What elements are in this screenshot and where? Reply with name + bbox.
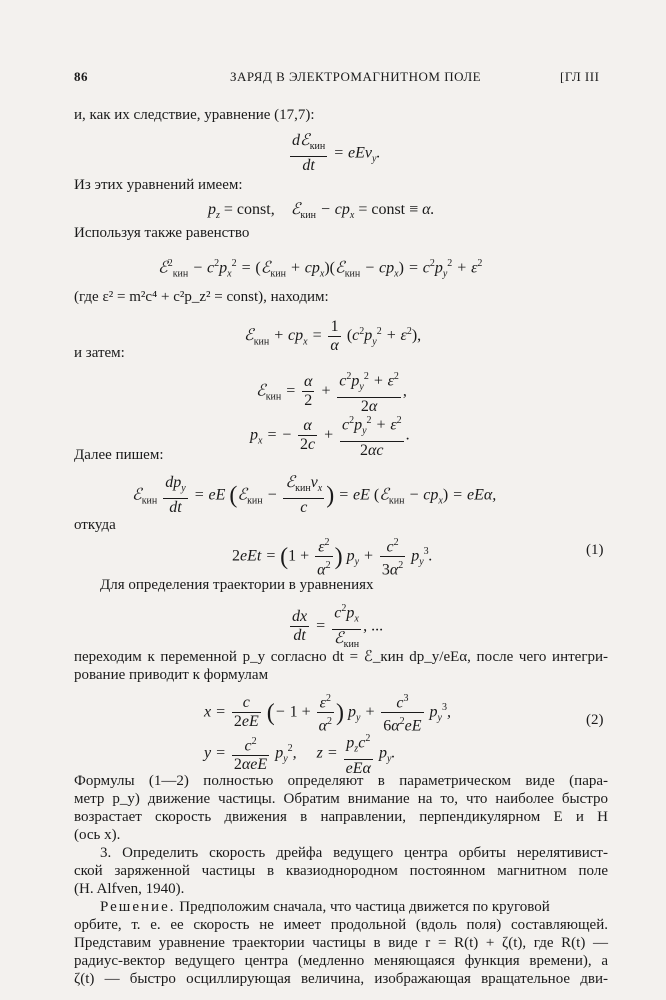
text-line: Используя также равенство <box>74 225 250 241</box>
chapter-label: [ГЛ III <box>560 69 600 84</box>
equation: x = $\frac{c}{2eE}$ (− 1 + $\frac{\varepsilon^2}{\alpha^2}$ ) $p_y$ + $\frac{c^3}{6\alpha^2eE}$ $p_y^3$, <box>204 690 451 736</box>
text-line: Для определения траектории в уравнениях <box>100 577 374 593</box>
equation: ℰ$_{кин}$ + $cp_x$ = $\frac{1}{\alpha}$ $(c^2p_y^2 + \varepsilon^2)$, <box>244 318 422 354</box>
text-line: и затем: <box>74 345 125 361</box>
text-line: Представим уравнение траектории частицы в виде r = R(t) + ζ(t), где R(t) — <box>74 935 608 951</box>
running-title: ЗАРЯД В ЭЛЕКТРОМАГНИТНОМ ПОЛЕ <box>230 69 482 84</box>
text-line: Далее пишем: <box>74 447 164 463</box>
equation: $\frac{dℰ_{кин}}{dt}$ = eEv$_y$. <box>292 132 381 175</box>
text-line: ζ(t) — быстро осциллирующая величина, изображающая вращательное дви- <box>74 971 608 987</box>
text-line: 3. Определить скорость дрейфа ведущего центра орбиты нерелятивист- <box>100 845 608 861</box>
text-line: и, как их следствие, уравнение (17,7): <box>74 107 315 123</box>
equation: y = $\frac{c^2}{\text{2αeE}}$ $p_y^2$, z = $\frac{p_zc^2}{\text{eEα}}$ $p_y$. <box>204 730 395 778</box>
text-line: рование приводит к формулам <box>74 667 269 683</box>
text-line: переходим к переменной p_y согласно dt = ℰ_кин dp_y/eEα, после чего интегри- <box>74 649 608 665</box>
page-number: 86 <box>74 69 88 84</box>
equation: $p_z$ = const, ℰ$_{кин}$ − $cp_x$ = const ≡ α. <box>208 201 435 222</box>
text-line: (где ε² = m²c⁴ + c²p_z² = const), находим: <box>74 289 329 305</box>
text-line: (ось x). <box>74 827 121 843</box>
text-fragment: Предположим сначала, что частица движется по круговой <box>179 899 550 915</box>
equation: ℰ$_{кин}$ = $\frac{\alpha}{2}$ + $\frac{c^2p_y^2 + \varepsilon^2}{2\alpha}$ , <box>256 368 407 416</box>
text-line: откуда <box>74 517 116 533</box>
equation: ℰ$^2_{кин}$ − $c^2p_x^2$ = (ℰ$_{кин}$ + $cp_x)(ℰ_{кин} - cp_x) = c^2p_y^2 + \varepsilon^2$ <box>158 258 483 280</box>
text-line: ской заряженной частицы в квазиоднородном постоянном магнитном поле <box>74 863 608 879</box>
equation-number: (1) <box>586 542 604 558</box>
equation: 2eEt = (1 + $\frac{\varepsilon^2}{\alpha^2}$ ) $p_y$ + $\frac{c^2}{3\alpha^2}$ $p_y^3$. <box>232 534 433 580</box>
equation-number: (2) <box>586 712 604 728</box>
text-line: метр p_y) движение частицы. Обратим внимание на то, что наиболее быстро <box>74 791 608 807</box>
solution-label: Решение. <box>100 899 176 915</box>
text-line: орбите, т. е. ее скорость не имеет продольной (вдоль поля) составляющей. <box>74 917 608 933</box>
text-line: Формулы (1—2) полностью определяют в параметрическом виде (пара- <box>74 773 608 789</box>
text-line <box>100 898 608 916</box>
equation: $\frac{dx}{dt}$ = $\frac{c^2p_x}{ℰ_{кин}}$ , ... <box>288 600 383 654</box>
equation: $p_x$ = − $\frac{\alpha}{2c}$ + $\frac{c^2p_y^2 + \varepsilon^2}{2\alpha c}$ . <box>250 412 410 460</box>
text-line: Из этих уравнений имеем: <box>74 177 243 193</box>
text-line: радиус-вектор ведущего центра (медленно меняющаяся функция времени), а <box>74 953 608 969</box>
equation: ℰ$_{кин}$ $\frac{dp_y}{dt}$ = eE (ℰ$_{кин}$ − $\frac{ℰ_{кин}v_x}{c}$ ) = eE (ℰ$_{кин}$ − $cp_x) = eE\alpha$, <box>132 474 497 517</box>
text-line: (H. Alfven, 1940). <box>74 881 185 897</box>
text-line: возрастает скорость движения в направлении, перпендикулярном E и H <box>74 809 608 825</box>
running-header <box>0 69 666 89</box>
